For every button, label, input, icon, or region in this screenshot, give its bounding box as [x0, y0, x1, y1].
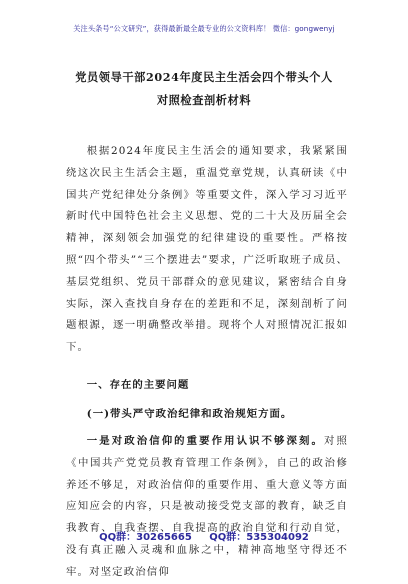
- footer-contacts: [0, 528, 408, 543]
- promo-banner: 关注头条号“公文研究”，获得最新最全最专业的公文资料库！ 微信：gongwenyj: [73, 24, 335, 33]
- point-lead: 一是对政治信仰的重要作用认识不够深刻。: [86, 434, 324, 447]
- document-title: 党员领导干部2024年度民主生活会四个带头个人对照检查剖析材料: [75, 70, 333, 107]
- point-paragraph: [66, 431, 348, 584]
- section-heading: 一、存在的主要问题: [86, 378, 190, 391]
- qq-group-2: QQ群：535304092: [209, 532, 309, 543]
- document-body: [66, 141, 348, 584]
- subsection-heading: (一)带头严守政治纪律和政治规矩方面。: [86, 407, 293, 420]
- point-body: 对照《中国共产党党员教育管理工作条例》，自己的政治修养还不够足，对政治信仰的重要作用、重大意义等方面应知应会的内容，只是被动接受党支部的教育，缺乏自我教育、自我查摆、自我提高的政治自觉和行动自觉，没有真正融入灵魂和血脉之中，精神高地坚守得还不牢。对坚定政治信仰: [66, 434, 348, 578]
- intro-paragraph: 根据2024年度民主生活会的通知要求，我紧紧围绕这次民主生活会主题，重温党章党规，认真研读《中国共产党纪律处分条例》等重要文件，深入学习习近平新时代中国特色社会主义思想、党的二十大及历届全会精神，深刻领会加强党的纪律建设的重要性。严格按照“四个带头”“三个摆进去”要求，广泛听取班子成员、基层党组织、党员干部群众的意见建议，紧密结合自身实际，深入查找自身存在的差距和不足，深刻剖析了问题根源，逐一明确整改举措。现将个人对照情况汇报如下。: [66, 145, 348, 354]
- qq-group-1: QQ群：30265665: [99, 532, 192, 543]
